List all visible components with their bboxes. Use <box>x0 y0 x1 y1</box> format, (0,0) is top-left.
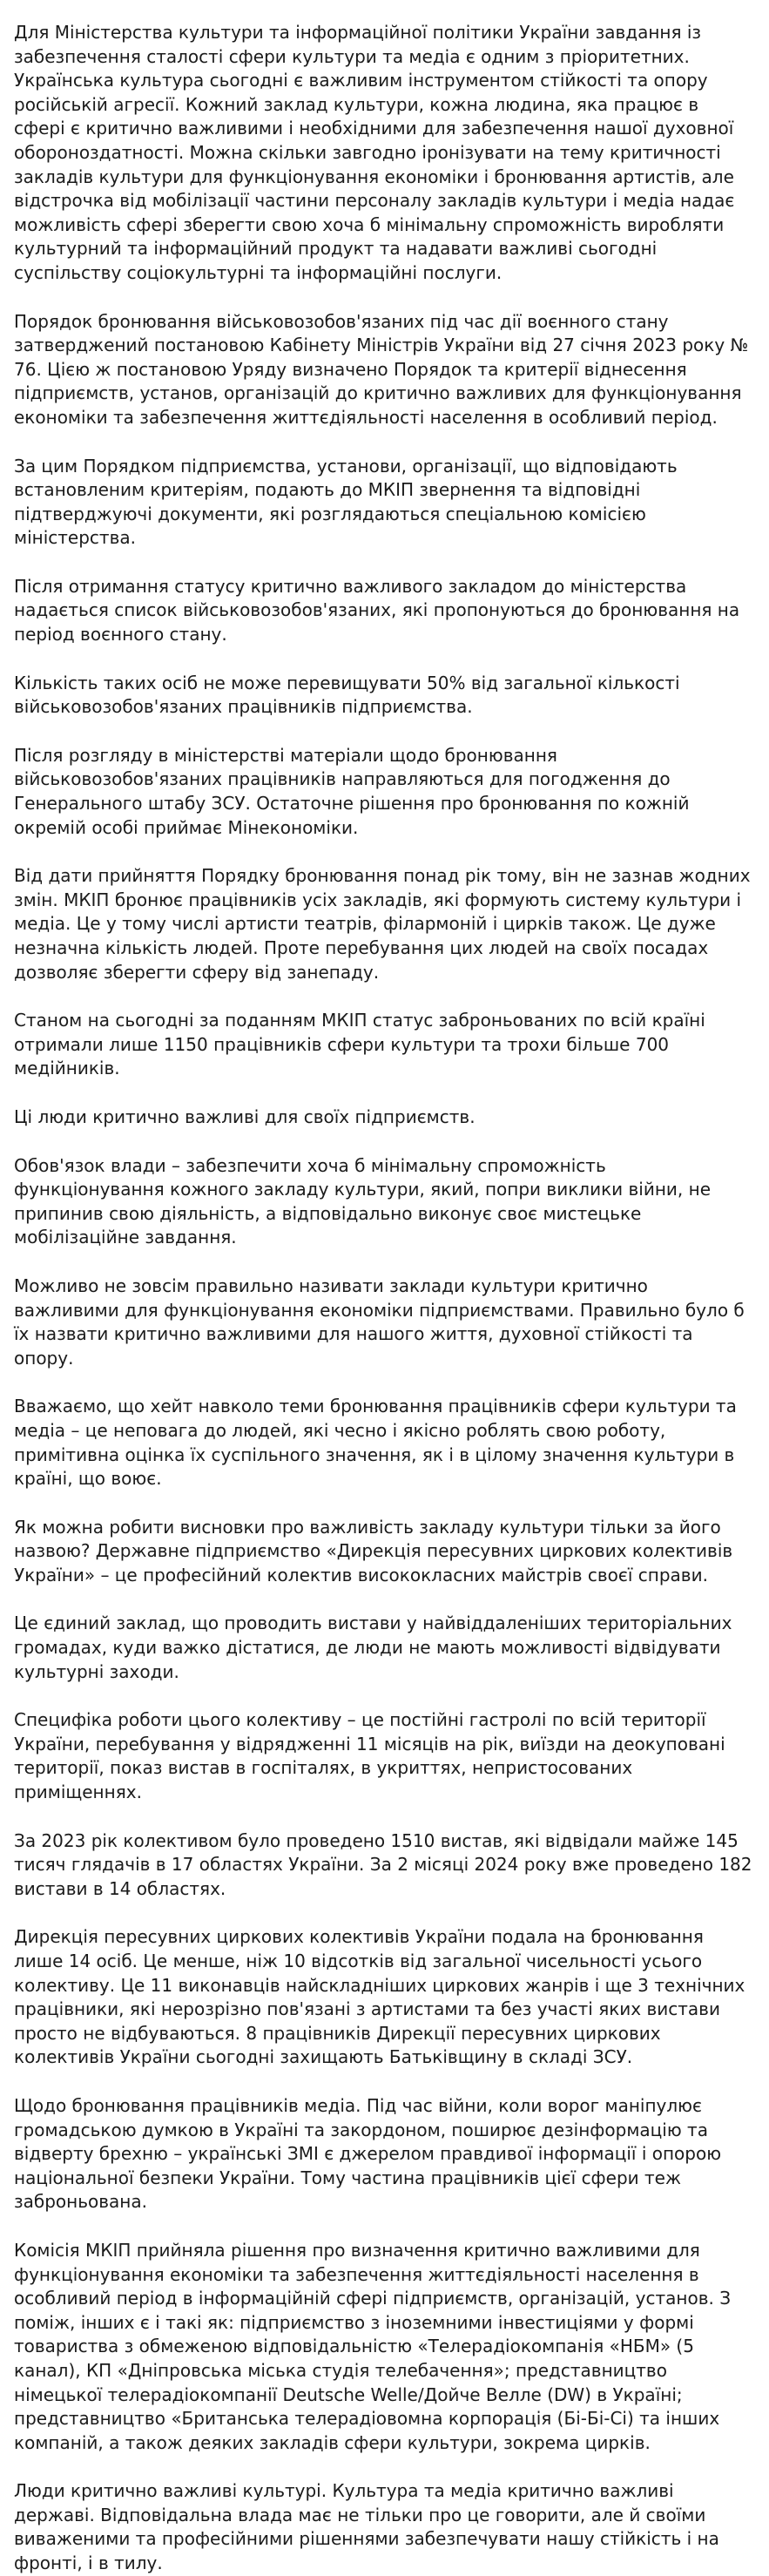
article-paragraph: Дирекція пересувних циркових колективів України подала на бронювання лише 14 осіб. Це менше, ніж 10 відсотків від загальної чисельності усього колективу. Це 11 виконавців найскладніших циркових жанрів і ще 3 технічних працівники, які нерозрізно пов'язані з артистами та без участі яких вистави просто не відбуваються. 8 працівників Дирекції пересувних циркових колективів України сьогодні захищають Батьківщину в складі ЗСУ. <box>14 1926 745 2068</box>
article-paragraph: Обов'язок влади – забезпечити хоча б мінімальну спроможність функціонування кожного закладу культури, який, попри виклики війни, не припинив свою діяльність, а відповідально виконує своє мистецьке мобілізаційне завдання. <box>14 1154 712 1248</box>
article-paragraph: Щодо бронювання працівників медіа. Під час війни, коли ворог маніпулює громадською думкою в Україні та закордоном, поширює дезінформацію та відверту брехню – українські ЗМІ є джерелом правдивої інформації і опорою національної безпеки України. Тому частина працівників цієї сфери теж заброньована. <box>14 2094 722 2213</box>
article-paragraph: Станом на сьогодні за поданням МКІП статус заброньованих по всій країні отримали лише 1150 працівників сфери культури та трохи більше 700 медійників. <box>14 1010 705 1079</box>
article-paragraph: Кількість таких осіб не може перевищувати 50% від загальної кількості військовозобов'язаних працівників підприємства. <box>14 672 680 718</box>
article-paragraph: Це єдиний заклад, що проводить вистави у найвіддаленіших територіальних громадах, куди важко дістатися, де люди не мають можливості відвідувати культурні заходи. <box>14 1613 732 1682</box>
article-paragraph: Вважаємо, що хейт навколо теми бронювання працівників сфери культури та медіа – це неповага до людей, які чесно і якісно роблять свою роботу, примітивна оцінка їх суспільного значення, як і в цілому значення культури в країні, що воює. <box>14 1396 737 1490</box>
article-paragraph: Специфіка роботи цього колективу – це постійні гастролі по всій території України, перебування у відрядженні 11 місяців на рік, виїзди на деокуповані території, показ вистав в госпіталях, в укриттях, непристосованих приміщеннях. <box>14 1709 725 1803</box>
article-paragraph: За 2023 рік колективом було проведено 1510 вистав, які відвідали майже 145 тисяч глядачів в 17 областях України. За 2 місяці 2024 року вже проведено 182 вистави в 14 областях. <box>14 1829 752 1899</box>
article-paragraph: Після отримання статусу критично важливого закладом до міністерства надається список військовозобов'язаних, які пропонуються до бронювання на період воєнного стану. <box>14 575 740 646</box>
article-paragraph: Після розгляду в міністерстві матеріали щодо бронювання військовозобов'язаних працівників направляються для погодження до Генерального штабу ЗСУ. Остаточне рішення про бронювання по кожній окремій особі приймає Мінекономіки. <box>14 744 690 838</box>
article-paragraph: Від дати прийняття Порядку бронювання понад рік тому, він не зазнав жодних змін. МКІП бронює працівників усіх закладів, які формують систему культури і медіа. Це у тому числі артисти театрів, філармоній і цирків також. Це дуже незначна кількість людей. Проте перебування цих людей на своїх посадах дозволяє зберегти сферу від занепаду. <box>14 865 751 983</box>
article-paragraph: Комісія МКІП прийняла рішення про визначення критично важливими для функціонування економіки та забезпечення життєдіяльності населення в особливий період в інформаційній сфері підприємств, організацій, установ. З поміж, інших є і такі як: підприємство з іноземними інвестиціями у формі товариства з обмеженою відповідальністю «Телерадіокомпанія «НБМ» (5 канал), КП «Дніпровська міська студія телебачення»; представництво німецької телерадіокомпанії Deutsche Welle/Дойче Велле (DW) в Україні; представництво «Британська телерадіовомна корпорація (Бі-Бі-Сі) та інших компаній, а також деяких закладів сфери культури, зокрема цирків. <box>14 2239 732 2453</box>
article-paragraph: Для Міністерства культури та інформаційної політики України завдання із забезпечення сталості сфери культури та медіа є одним з пріоритетних. Українська культура сьогодні є важливим інструментом стійкості та опору російській агресії. Кожний заклад культури, кожна людина, яка працює в сфері є критично важливими і необхідними для забезпечення нашої духовної обороноздатності. Можна скільки завгодно іронізувати на тему критичності закладів культури для функціонування економіки і бронювання артистів, але відстрочка від мобілізації частини персоналу закладів культури і медіа надає можливість сфері зберегти свою хоча б мінімальну спроможність виробляти культурний та інформаційний продукт та надавати важливі сьогодні суспільству соціокультурні та інформаційні послуги. <box>14 22 735 283</box>
article-paragraph: Порядок бронювання військовозобов'язаних під час дії воєнного стану затверджений постановою Кабінету Міністрів України від 27 січня 2023 року № 76. Цією ж постановою Уряду визначено Порядок та критерії віднесення підприємств, установ, організацій до критично важливих для функціонування економіки та забезпечення життєдіяльності населення в особливий період. <box>14 310 749 428</box>
article-paragraph: Можливо не зовсім правильно називати заклади культури критично важливими для функціонування економіки підприємствами. Правильно було б їх назвати критично важливими для нашого життя, духовної стійкості та опору. <box>14 1274 745 1369</box>
article-paragraph: За цим Порядком підприємства, установи, організації, що відповідають встановленим критеріям, подають до МКІП звернення та відповідні підтверджуючі документи, які розглядаються спеціальною комісією міністерства. <box>14 455 678 549</box>
article-paragraph: Як можна робити висновки про важливість закладу культури тільки за його назвою? Державне підприємство «Дирекція пересувних циркових колективів України» – це професійний колектив висококласних майстрів своєї справи. <box>14 1516 733 1585</box>
article-paragraph: Люди критично важливі культурі. Культура та медіа критично важливі державі. Відповідальна влада має не тільки про це говорити, але й своїми виваженими та професійними рішеннями забезпечувати нашу стійкість і на фронті, і в тилу. <box>14 2480 719 2574</box>
article-paragraph: Ці люди критично важливі для своїх підприємств. <box>14 1105 476 1127</box>
